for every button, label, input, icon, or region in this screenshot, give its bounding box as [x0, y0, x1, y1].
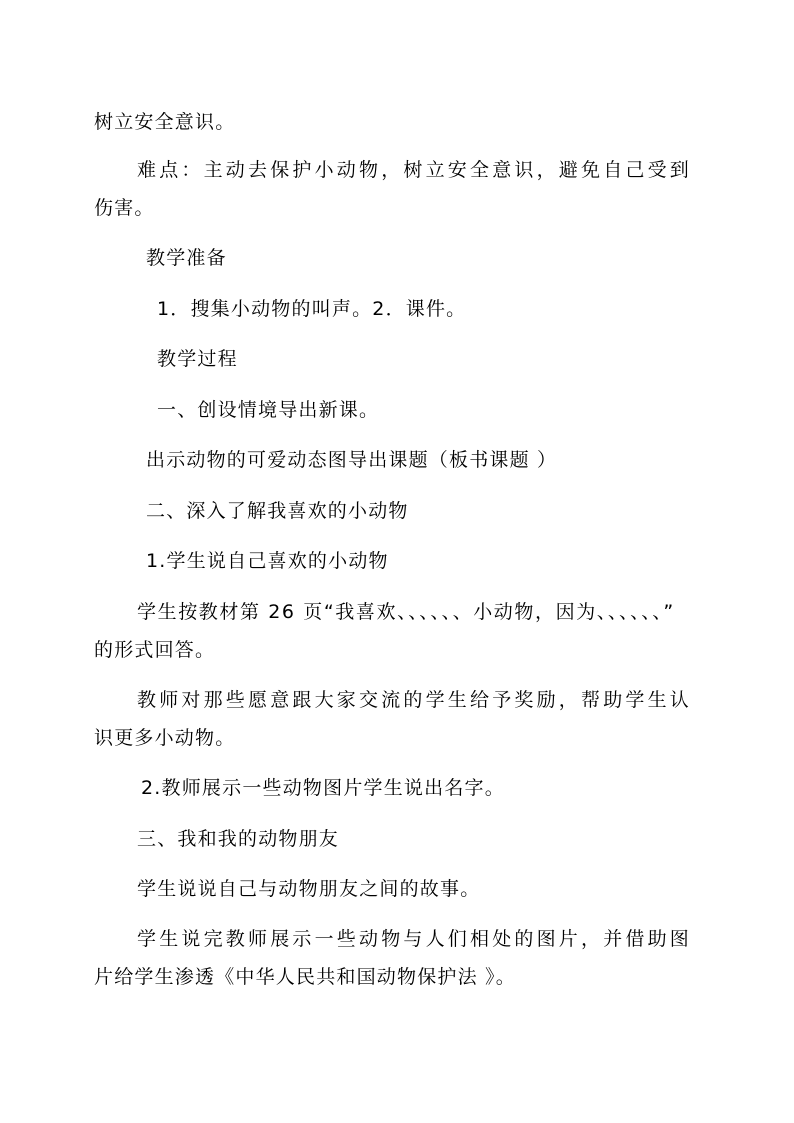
- text-line: 树立安全意识。: [94, 111, 236, 133]
- text-line: 学生说说自己与动物朋友之间的故事。: [137, 878, 481, 900]
- text-line: 学生说完教师展示一些动物与人们相处的图片，并借助图: [137, 928, 693, 950]
- list-item: 1.学生说自己喜欢的小动物: [146, 550, 389, 572]
- text-line: 片给学生渗透《中华人民共和国动物保护法 》。: [94, 966, 516, 988]
- list-item: 2.教师展示一些动物图片学生说出名字。: [141, 777, 505, 799]
- section-heading: 教学准备: [146, 247, 227, 269]
- text-line: 教师对那些愿意跟大家交流的学生给予奖励，帮助学生认: [137, 689, 693, 711]
- text-line: 伤害。: [94, 197, 155, 219]
- section-heading: 二、深入了解我喜欢的小动物: [146, 500, 409, 522]
- text-line: 学生按教材第 26 页“我喜欢、、、、、、小动物，因为、、、、、、”: [137, 601, 675, 623]
- text-line: 难点：主动去保护小动物，树立安全意识，避免自己受到: [137, 159, 693, 181]
- list-item: 1．搜集小动物的叫声。2．课件。: [157, 298, 467, 320]
- text-line: 的形式回答。: [94, 639, 216, 661]
- text-line: 出示动物的可爱动态图导出课题（板书课题 ）: [146, 449, 558, 471]
- section-heading: 一、创设情境导出新课。: [157, 399, 380, 421]
- section-heading: 三、我和我的动物朋友: [137, 828, 340, 850]
- section-heading: 教学过程: [157, 348, 238, 370]
- text-line: 识更多小动物。: [94, 727, 236, 749]
